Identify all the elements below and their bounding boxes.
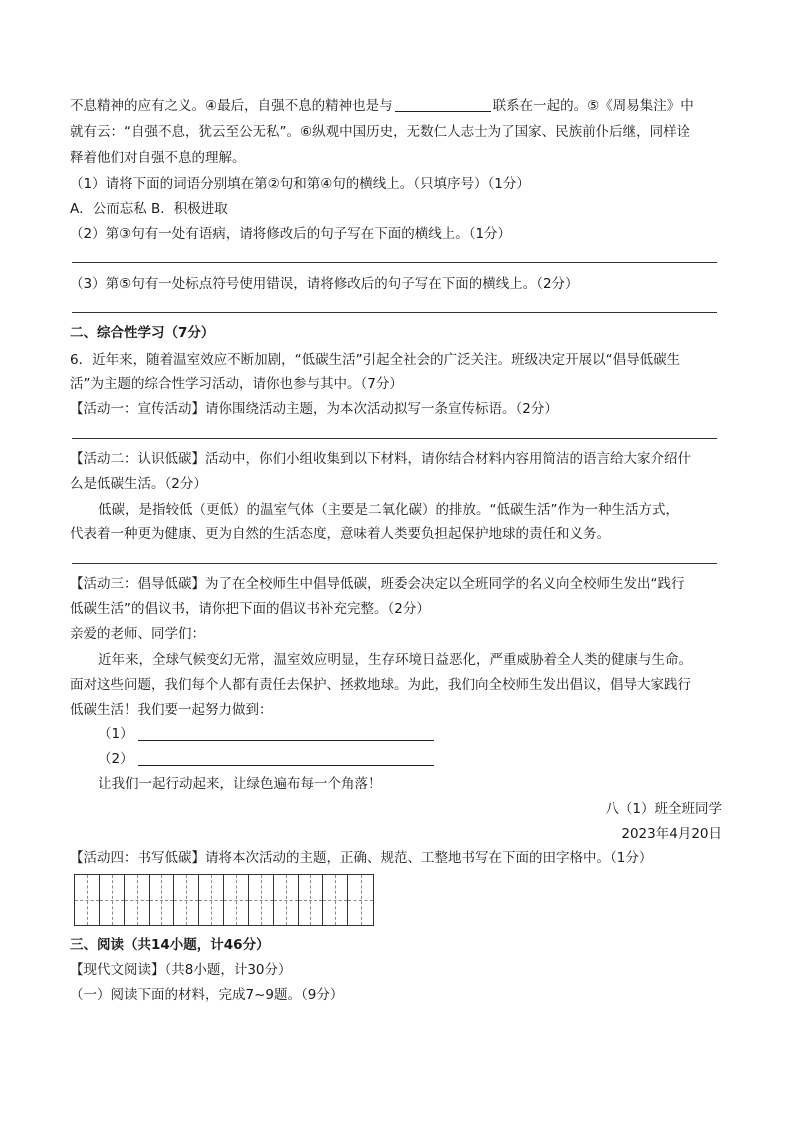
tianzige-cell[interactable] xyxy=(75,875,100,925)
tianzige-cell[interactable] xyxy=(150,875,175,925)
activity-3-cont: 低碳生活”的倡议书，请你把下面的倡议书补充完整。（2分） xyxy=(70,601,430,617)
letter-body: 面对这些问题，我们每个人都有责任去保护、拯救地球。为此，我们向全校师生发出倡议，倡导大家践行 xyxy=(70,677,691,693)
tianzige-cell[interactable] xyxy=(174,875,199,925)
tianzige-cell[interactable] xyxy=(299,875,324,925)
paragraph-line: 释着他们对自强不息的理解。 xyxy=(70,150,246,166)
tianzige-cell[interactable] xyxy=(224,875,249,925)
material-text: 代表着一种更为健康、更为自然的生活态度，意味着人类要负担起保护地球的责任和义务。 xyxy=(70,526,610,542)
activity-3: 【活动三：倡导低碳】为了在全校师生中倡导低碳，班委会决定以全班同学的名义向全校师生发出“践行 xyxy=(70,576,685,592)
answer-line[interactable] xyxy=(72,262,717,263)
letter-body: 近年来，全球气候变幻无常，温室效应明显，生存环境日益恶化，严重威胁着全人类的健康与生命。 xyxy=(98,652,692,668)
answer-blank[interactable] xyxy=(138,750,434,766)
letter-closing: 让我们一起行动起来，让绿色遍布每一个角落！ xyxy=(98,776,382,792)
tianzige-cell[interactable] xyxy=(199,875,224,925)
tianzige-cell[interactable] xyxy=(249,875,274,925)
material-text: 低碳，是指较低（更低）的温室气体（主要是二氧化碳）的排放。“低碳生活”作为一种生活方式， xyxy=(98,502,679,518)
tianzige-grid[interactable] xyxy=(74,874,374,926)
letter-item-1 xyxy=(70,724,434,744)
reading-part-1: （一）阅读下面的材料，完成7~9题。（9分） xyxy=(70,987,344,1003)
question-3: （3）第⑤句有一处标点符号使用错误，请将修改后的句子写在下面的横线上。（2分） xyxy=(70,276,579,292)
modern-reading-heading: 【现代文阅读】（共8小题，计30分） xyxy=(70,962,292,978)
paragraph-line xyxy=(70,96,694,116)
answer-line[interactable] xyxy=(72,563,717,564)
activity-1: 【活动一：宣传活动】请你围绕活动主题，为本次活动拟写一条宣传标语。（2分） xyxy=(70,401,558,417)
question-2: （2）第③句有一处有语病，请将修改后的句子写在下面的横线上。（1分） xyxy=(70,226,512,242)
letter-signature: 八（1）班全班同学 xyxy=(605,801,722,817)
item-label: （1） xyxy=(98,726,134,742)
answer-blank[interactable] xyxy=(138,725,434,741)
section-3-heading: 三、阅读（共14小题，计46分） xyxy=(70,937,270,953)
activity-2: 【活动二：认识低碳】活动中，你们小组收集到以下材料，请你结合材料内容用简洁的语言给大家介绍什 xyxy=(70,451,691,467)
tianzige-cell[interactable] xyxy=(100,875,125,925)
letter-date: 2023年4月20日 xyxy=(621,826,722,842)
tianzige-cell[interactable] xyxy=(125,875,150,925)
tianzige-cell[interactable] xyxy=(323,875,348,925)
answer-line[interactable] xyxy=(72,312,717,313)
question-1-options: A．公而忘私 B．积极进取 xyxy=(70,201,228,217)
letter-item-2 xyxy=(70,749,434,769)
fill-blank[interactable] xyxy=(395,96,491,112)
section-2-heading: 二、综合性学习（7分） xyxy=(70,325,215,341)
question-1: （1）请将下面的词语分别填在第②句和第④句的横线上。（只填序号）（1分） xyxy=(70,176,530,192)
activity-2-cont: 么是低碳生活。（2分） xyxy=(70,476,207,492)
question-6: 6．近年来，随着温室效应不断加剧，“低碳生活”引起全社会的广泛关注。班级决定开展以“倡导低碳生 xyxy=(70,352,681,368)
item-label: （2） xyxy=(98,751,134,767)
question-6-cont: 活”为主题的综合性学习活动，请你也参与其中。（7分） xyxy=(70,376,403,392)
tianzige-cell[interactable] xyxy=(348,875,373,925)
text: 联系在一起的。⑤《周易集注》中 xyxy=(492,98,694,114)
tianzige-cell[interactable] xyxy=(274,875,299,925)
letter-greeting: 亲爱的老师、同学们： xyxy=(70,626,205,642)
letter-body: 低碳生活！我们要一起努力做到： xyxy=(70,702,273,718)
text: 不息精神的应有之义。④最后，自强不息的精神也是与 xyxy=(70,98,393,114)
activity-4: 【活动四：书写低碳】请将本次活动的主题，正确、规范、工整地书写在下面的田字格中。（1分） xyxy=(70,850,653,866)
answer-line[interactable] xyxy=(72,438,717,439)
paragraph-line: 就有云：“自强不息，犹云至公无私”。⑥纵观中国历史，无数仁人志士为了国家、民族前仆后继，同样诠 xyxy=(70,124,691,140)
